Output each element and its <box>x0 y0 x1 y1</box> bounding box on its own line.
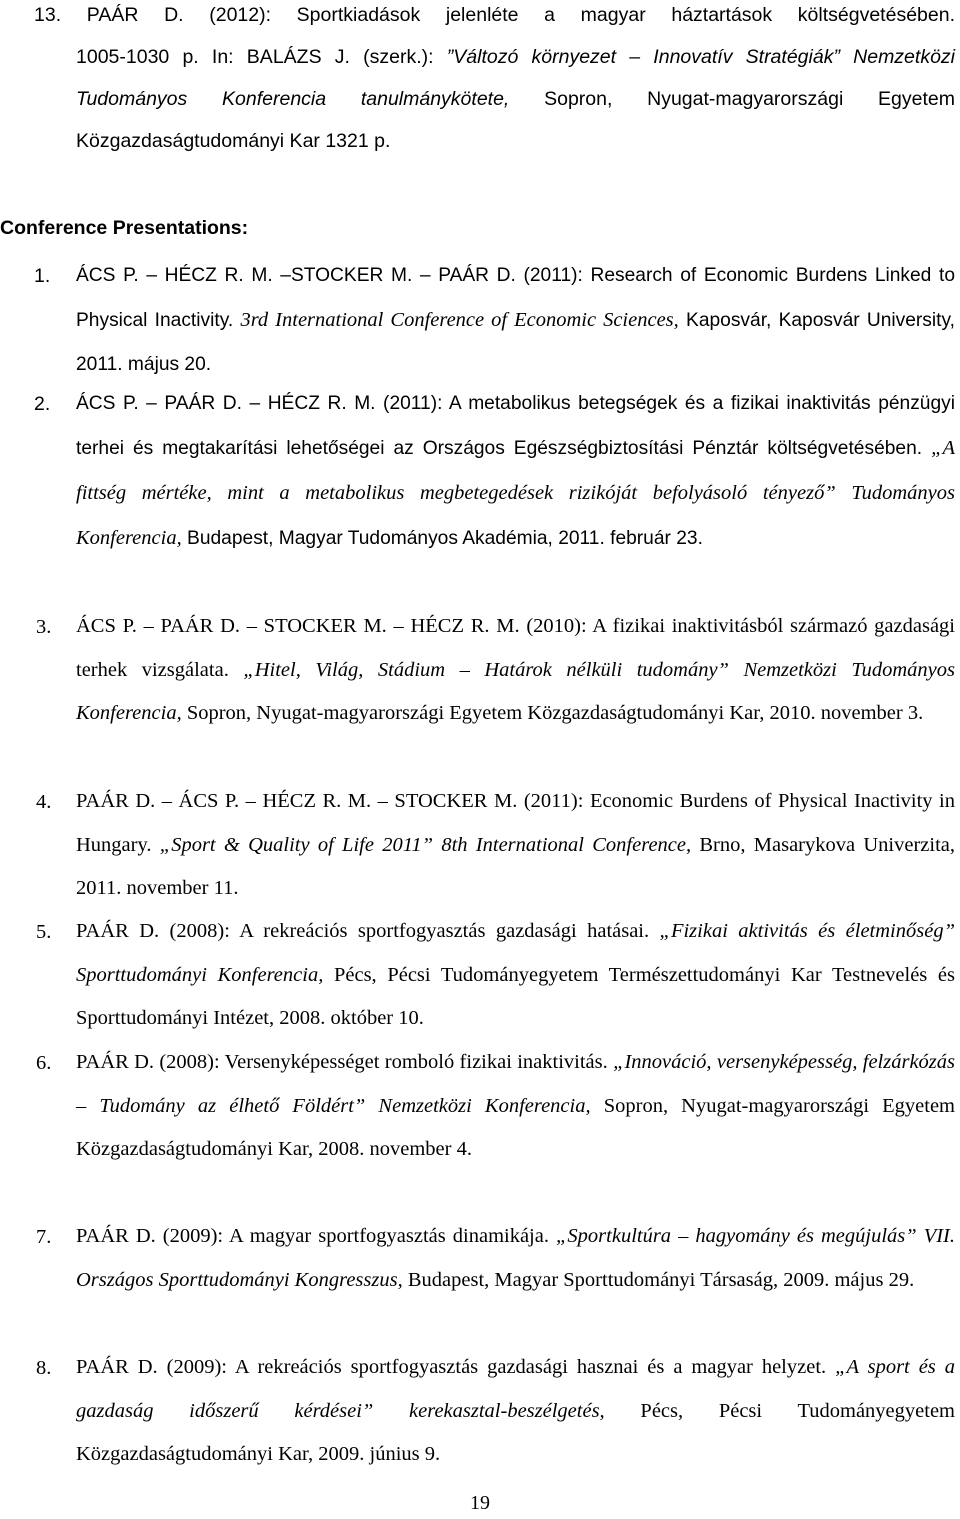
presentation-item-tail: Kaposvár, Kaposvár University, 2011. május 20. <box>76 310 955 375</box>
presentation-item-text <box>76 605 955 736</box>
presentation-item-number: 7. <box>36 1226 52 1248</box>
presentation-item-number: 2. <box>34 393 51 415</box>
presentation-item-plain: PAÁR D. (2008): Versenyképességet romboló fizikai inaktivitás. <box>76 1051 614 1073</box>
page-number: 19 <box>470 1492 490 1514</box>
publication-item-13-plain: 1005-1030 p. In: BALÁZS J. (szerk.): <box>76 46 447 68</box>
presentation-item-italic: „Sport & Quality of Life 2011” 8th International Conference, <box>159 833 692 856</box>
presentation-item-text <box>76 780 955 911</box>
presentation-item-plain: PAÁR D. (2009): A rekreációs sportfogyasztás gazdasági hasznai és a magyar helyzet. <box>76 1356 836 1378</box>
presentation-item-plain: ÁCS P. – PAÁR D. – STOCKER M. – HÉCZ R. M. (2010): A fizikai inaktivitásból származó gazdasági terhek vizsgálata. <box>76 615 955 681</box>
presentation-item-number: 5. <box>36 921 52 943</box>
presentation-item-number: 3. <box>36 616 52 638</box>
presentation-item-text <box>76 1215 955 1302</box>
publication-item-13-number: 13. <box>34 4 62 26</box>
presentation-item-italic: „A sport és a gazdaság időszerű kérdései” kerekasztal-beszélgetés, <box>76 1356 955 1422</box>
presentation-item-plain: ÁCS P. – HÉCZ R. M. –STOCKER M. – PAÁR D. (2011): Research of Economic Burdens Linked to Physical Inactivity. <box>76 265 955 331</box>
publication-item-13-line1: PAÁR D. (2012): Sportkiadások jelenléte a magyar háztartások költségvetésében. <box>86 4 955 26</box>
presentation-item-italic: „Hitel, Világ, Stádium – Határok nélküli tudomány” Nemzetközi Tudományos Konferencia, <box>76 658 955 725</box>
section-heading: Conference Presentations: <box>0 217 249 239</box>
presentation-item-text <box>76 910 955 1041</box>
presentation-item-italic: „A fittség mértéke, mint a metabolikus megbetegedések rizikóját befolyásoló tényező” Tudományos Konferencia, <box>76 437 955 549</box>
presentation-item-number: 6. <box>36 1052 52 1074</box>
presentation-item-italic: 3rd International Conference of Economic Sciences, <box>240 309 679 331</box>
presentation-item-plain: PAÁR D. – ÁCS P. – HÉCZ R. M. – STOCKER M. (2011): Economic Burdens of Physical Inactivity in Hungary. <box>76 790 955 856</box>
presentation-item-tail: Pécs, Pécsi Tudományegyetem Közgazdaságtudományi Kar, 2009. június 9. <box>76 1399 955 1466</box>
presentation-item-text <box>76 254 955 387</box>
presentation-item-plain: PAÁR D. (2009): A magyar sportfogyasztás dinamikája. <box>76 1225 557 1247</box>
presentation-item-tail: Sopron, Nyugat-magyarországi Egyetem Közgazdaságtudományi Kar, 2010. november 3. <box>181 702 924 725</box>
presentation-item-italic: „Fizikai aktivitás és életminőség” Sporttudományi Konferencia, <box>76 920 955 986</box>
publication-item-13-italic: ”Változó környezet – Innovatív Stratégiák” Nemzetközi Tudományos Konferencia tanulmánykötete, <box>76 46 955 110</box>
publication-item-13-first-line <box>34 0 955 36</box>
presentation-item-text <box>76 382 955 561</box>
presentation-item-italic: „Innováció, versenyképesség, felzárkózás – Tudomány az élhető Földért” Nemzetközi Konferencia, <box>76 1051 956 1117</box>
presentation-item-plain: PAÁR D. (2008): A rekreációs sportfogyasztás gazdasági hatásai. <box>76 920 660 942</box>
presentation-item-tail: Brno, Masarykova Univerzita, 2011. november 11. <box>76 833 956 900</box>
presentation-item-number: 8. <box>36 1357 52 1379</box>
presentation-item-number: 4. <box>36 791 52 813</box>
presentation-item-tail: Budapest, Magyar Sporttudományi Társaság, 2009. május 29. <box>402 1268 915 1291</box>
presentation-item-text <box>76 1346 955 1477</box>
presentation-item-plain: ÁCS P. – PAÁR D. – HÉCZ R. M. (2011): A metabolikus betegségek és a fizikai inaktivitás pénzügyi terhei és megtakarítási lehetőségei az Országos Egészségbiztosítási Pénztár költségvetésében. <box>76 393 955 459</box>
presentation-item-tail: Budapest, Magyar Tudományos Akadémia, 2011. február 23. <box>181 528 703 549</box>
presentation-item-tail: Pécs, Pécsi Tudományegyetem Természettudományi Kar Testnevelés és Sporttudományi Intézet, 2008. október 10. <box>76 963 956 1030</box>
presentation-item-number: 1. <box>34 265 51 287</box>
presentation-item-text <box>76 1041 955 1172</box>
presentation-item-italic: „Sportkultúra – hagyomány és megújulás” VII. Országos Sporttudományi Kongresszus, <box>76 1225 955 1291</box>
publication-item-13-text <box>76 36 955 162</box>
presentation-item-tail: Sopron, Nyugat-magyarországi Egyetem Közgazdaságtudományi Kar, 2008. november 4. <box>76 1094 955 1161</box>
publication-item-13-tail: Sopron, Nyugat-magyarországi Egyetem Közgazdaságtudományi Kar 1321 p. <box>76 88 955 152</box>
